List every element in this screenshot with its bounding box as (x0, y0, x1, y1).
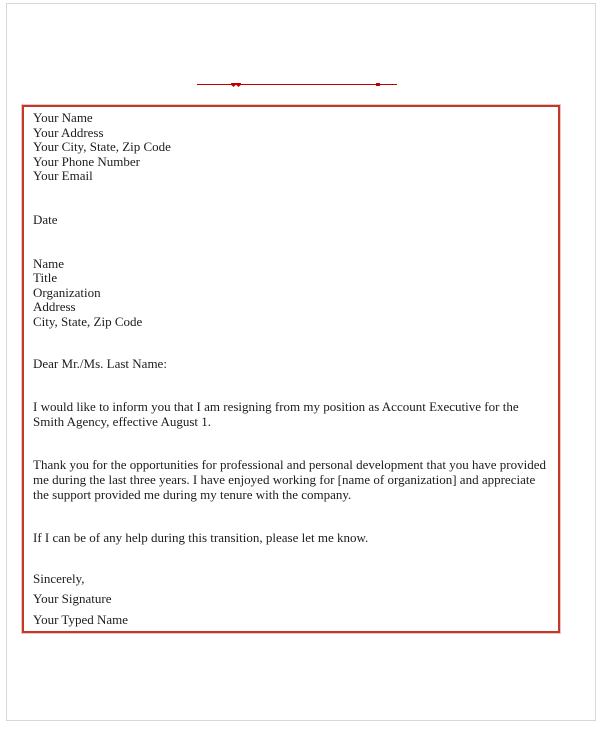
sender-name: Your Name (33, 110, 93, 125)
sender-address: Your Address (33, 124, 104, 140)
paragraph-thanks: Thank you for the opportunities for professional and personal development that you have provided me during the last three years. I have enjoyed working for [name of organization] and appreciate the support provided me during my tenure with the company. (33, 457, 547, 502)
closing-typed-name: Your Typed Name (33, 611, 129, 627)
recipient-organization: Organization (33, 284, 101, 300)
paragraph-resignation: I would like to inform you that I am resigning from my position as Account Executive for the Smith Agency, effective August 1. (33, 399, 519, 429)
recipient-address: Address (33, 299, 76, 315)
paragraph-transition: If I can be of any help during this transition, please let me know. (33, 530, 369, 546)
recipient-title: Title (33, 270, 58, 286)
sender-email: Your Email (33, 168, 93, 184)
date-line: Date (33, 211, 58, 227)
sender-phone: Your Phone Number (33, 153, 141, 169)
line-mark-icon (376, 83, 380, 86)
recipient-city-state-zip: City, State, Zip Code (33, 313, 143, 329)
closing-block (33, 572, 548, 628)
closing-sincerely: Sincerely, (33, 570, 85, 586)
decorative-red-line (197, 84, 397, 85)
sender-block (33, 111, 548, 184)
recipient-name: Name (33, 255, 65, 271)
closing-signature: Your Signature (33, 591, 112, 607)
letter-body (22, 105, 560, 633)
sender-city-state-zip: Your City, State, Zip Code (33, 139, 171, 155)
salutation: Dear Mr./Ms. Last Name: (33, 355, 167, 371)
recipient-block (33, 257, 548, 330)
